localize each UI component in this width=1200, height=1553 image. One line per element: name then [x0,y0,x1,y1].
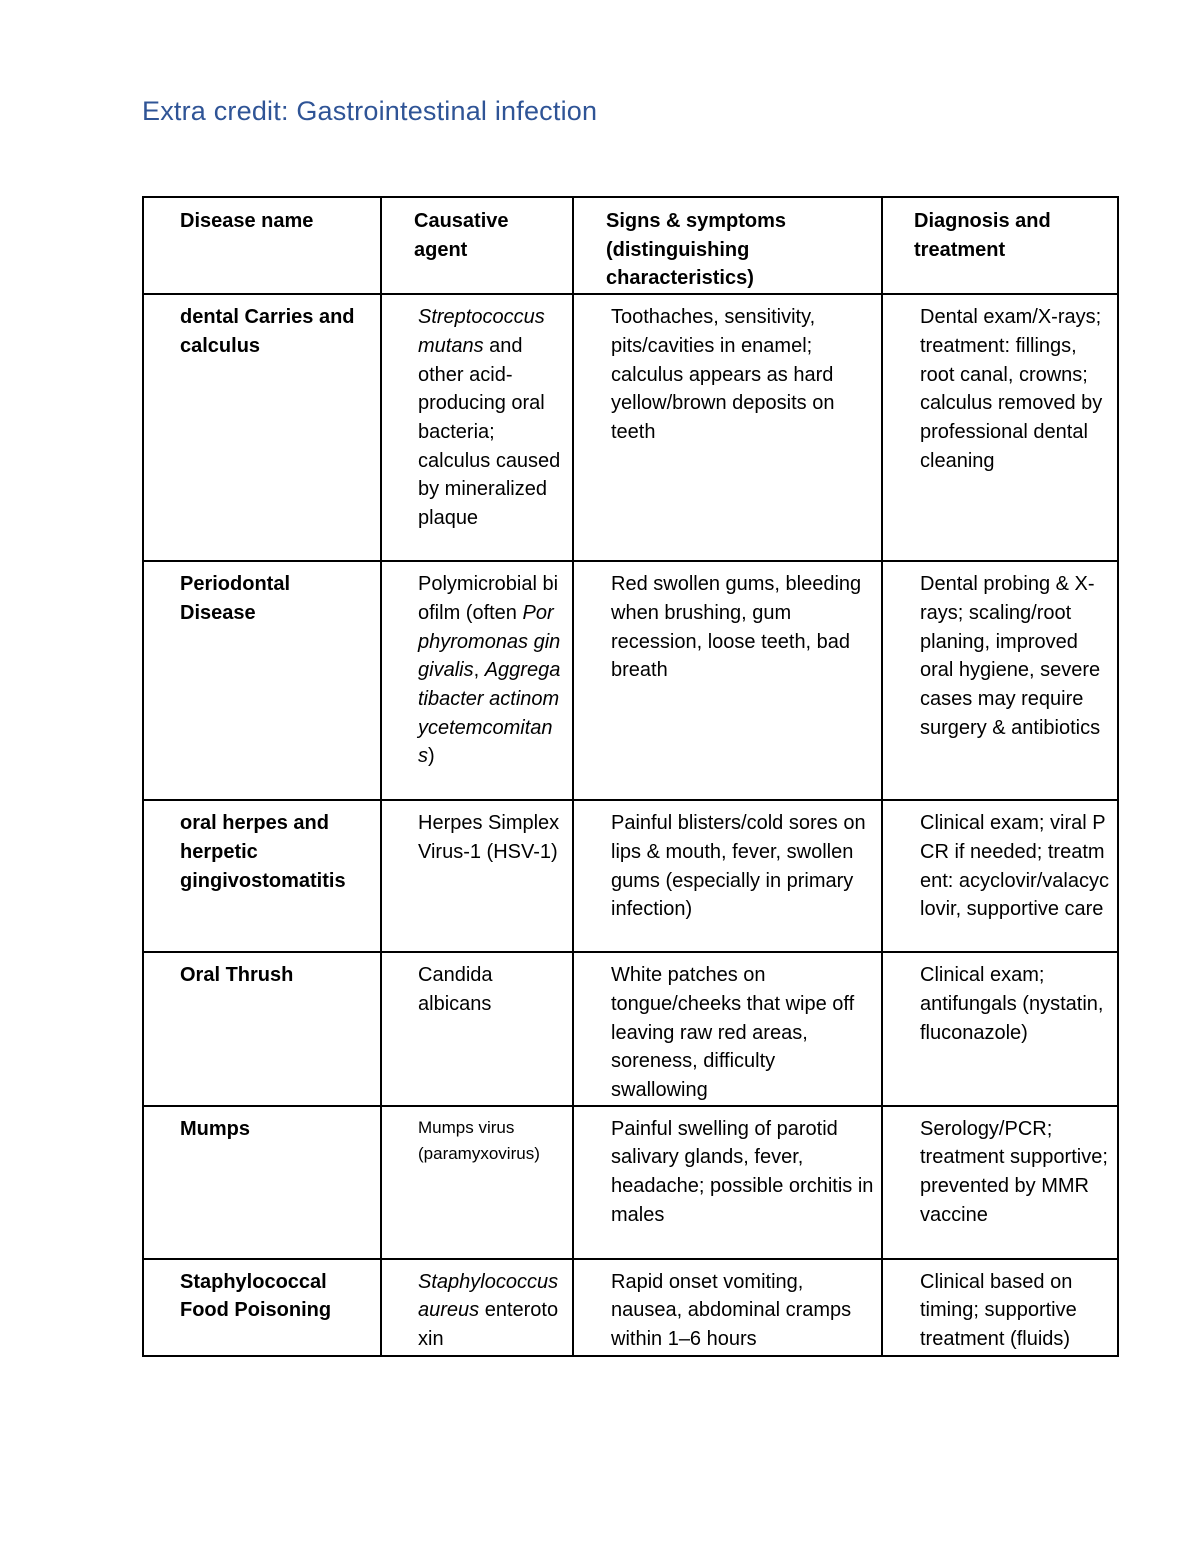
diagnosis-cell: Serology/PCR; treatment supportive; prevented by MMR vaccine [882,1106,1118,1259]
header-disease-name: Disease name [143,197,381,294]
table-header-row [143,197,1118,294]
signs-cell: Painful swelling of parotid salivary glands, fever, headache; possible orchitis in males [573,1106,882,1259]
agent-text: Polymicrobial biofilm (often [418,573,559,624]
agent-text: , [473,659,485,682]
table-row [143,952,1118,1106]
disease-name-cell: Mumps [143,1106,381,1259]
causative-agent-cell: Candida albicans [381,952,573,1106]
agent-italic: Aggregatibacter actinomycetemcomitans [418,659,561,768]
header-causative-agent: Causative agent [381,197,573,294]
table-row [143,800,1118,952]
agent-italic: Streptococcus mutans [418,306,545,357]
table-row [143,1106,1118,1259]
signs-cell: Toothaches, sensitivity, pits/cavities in enamel; calculus appears as hard yellow/brown deposits on teeth [573,294,882,561]
causative-agent-cell [381,1259,573,1356]
table-row [143,561,1118,800]
diagnosis-cell: Dental probing & X-rays; scaling/root planing, improved oral hygiene, severe cases may require surgery & antibiotics [882,561,1118,800]
disease-name-cell: Staphylococcal Food Poisoning [143,1259,381,1356]
causative-agent-cell [381,294,573,561]
disease-name-cell: oral herpes and herpetic gingivostomatitis [143,800,381,952]
page-title: Extra credit: Gastrointestinal infection [142,96,598,126]
disease-table [142,196,1119,1357]
signs-cell: White patches on tongue/cheeks that wipe off leaving raw red areas, soreness, difficulty swallowing [573,952,882,1106]
diagnosis-cell: Dental exam/X-rays; treatment: fillings, root canal, crowns; calculus removed by professional dental cleaning [882,294,1118,561]
agent-italic: Staphylococcus aureus [418,1270,559,1322]
header-diagnosis-treatment: Diagnosis and treatment [882,197,1118,294]
signs-cell: Rapid onset vomiting, nausea, abdominal cramps within 1–6 hours [573,1259,882,1356]
table-row [143,294,1118,561]
causative-agent-cell: Herpes Simplex Virus-1 (HSV-1) [381,800,573,952]
causative-agent-cell [381,561,573,800]
causative-agent-cell: Mumps virus (paramyxovirus) [381,1106,573,1259]
diagnosis-cell: Clinical based on timing; supportive treatment (fluids) [882,1259,1118,1356]
agent-text: enterotoxin [418,1299,559,1351]
signs-cell: Painful blisters/cold sores on lips & mouth, fever, swollen gums (especially in primary infection) [573,800,882,952]
diagnosis-cell: Clinical exam; viral PCR if needed; treatment: acyclovir/valacyclovir, supportive care [882,800,1118,952]
header-signs-symptoms: Signs & symptoms (distinguishing characteristics) [573,197,882,294]
table-row [143,1259,1118,1356]
agent-italic: Porphyromonas gingivalis [418,601,561,682]
diagnosis-cell: Clinical exam; antifungals (nystatin, fluconazole) [882,952,1118,1106]
disease-name-cell: Oral Thrush [143,952,381,1106]
agent-text: and other acid-producing oral bacteria; calculus caused by mineralized plaque [418,334,561,530]
disease-name-cell: Periodontal Disease [143,561,381,800]
signs-cell: Red swollen gums, bleeding when brushing, gum recession, loose teeth, bad breath [573,561,882,800]
disease-name-cell: dental Carries and calculus [143,294,381,561]
agent-text: ) [428,745,435,768]
